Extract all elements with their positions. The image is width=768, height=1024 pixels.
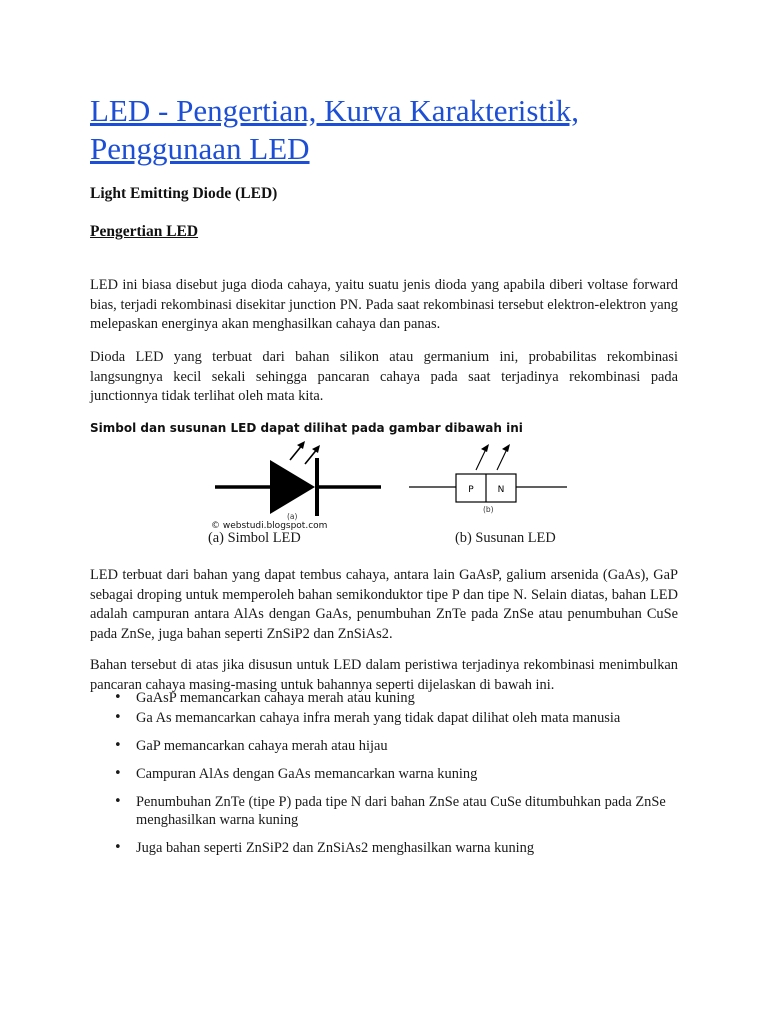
label-b: (b)	[483, 505, 494, 514]
label-a: (a)	[287, 512, 298, 521]
list-item: • Juga bahan seperti ZnSiP2 dan ZnSiAs2 menghasilkan warna kuning	[90, 839, 678, 857]
figure-caption-title: Simbol dan susunan LED dapat dilihat pada gambar dibawah ini	[90, 421, 523, 435]
paragraph-1: LED ini biasa disebut juga dioda cahaya, yaitu suatu jenis dioda yang apabila diberi voltase forward bias, terjadi rekombinasi disekitar junction PN. Pada saat rekombinasi tersebut elektron-elektron yang melepaskan energinya akan menghasilkan cahaya dan panas.	[90, 277, 678, 333]
list-item: • Campuran AlAs dengan GaAs memancarkan warna kuning	[90, 765, 678, 783]
bullet-list	[90, 689, 678, 857]
section-heading: Pengertian LED	[90, 223, 199, 240]
paragraph-3: LED terbuat dari bahan yang dapat tembus cahaya, antara lain GaAsP, galium arsenida (GaAs), GaP sebagai droping untuk memperoleh bahan semikonduktor tipe P dan tipe N. Selain diatas, bahan LED adalah campuran antara AlAs dengan GaAs, penumbuhan ZnTe pada ZnSe atau penumbuhan CuSe pada ZnSe, juga bahan seperti ZnSiP2 dan ZnSiAs2.	[90, 567, 678, 642]
subtitle: Light Emitting Diode (LED)	[90, 185, 278, 202]
list-item: • Ga As memancarkan cahaya infra merah yang tidak dapat dilihat oleh mata manusia	[90, 709, 678, 727]
n-region-label: N	[497, 485, 505, 495]
page-title-link[interactable]: LED - Pengertian, Kurva Karakteristik, Penggunaan LED	[90, 93, 579, 166]
list-item: • GaP memancarkan cahaya merah atau hijau	[90, 737, 678, 755]
caption-a: (a) Simbol LED	[208, 530, 301, 546]
list-item: • Penumbuhan ZnTe (tipe P) pada tipe N dari bahan ZnSe atau CuSe ditumbuhkan pada ZnSe menghasilkan warna kuning	[90, 793, 678, 829]
paragraph-2: Dioda LED yang terbuat dari bahan silikon atau germanium ini, probabilitas rekombinasi langsungnya kecil sekali sehingga pancaran cahaya pada saat terjadinya rekombinasi pada junctionnya tidak terlihat oleh mata kita.	[90, 349, 678, 405]
paragraph-4: Bahan tersebut di atas jika disusun untuk LED dalam peristiwa terjadinya rekombinasi menimbulkan pancaran cahaya masing-masing untuk bahannya seperti dijelaskan di bawah ini.	[90, 657, 678, 693]
caption-b: (b) Susunan LED	[455, 530, 556, 546]
led-structure-diagram	[409, 444, 567, 514]
led-figure	[205, 440, 575, 532]
led-symbol-diagram	[211, 441, 381, 531]
watermark: © webstudi.blogspot.com	[211, 521, 328, 531]
list-item: • GaAsP memancarkan cahaya merah atau kuning	[90, 689, 678, 707]
p-region-label: P	[468, 485, 474, 495]
